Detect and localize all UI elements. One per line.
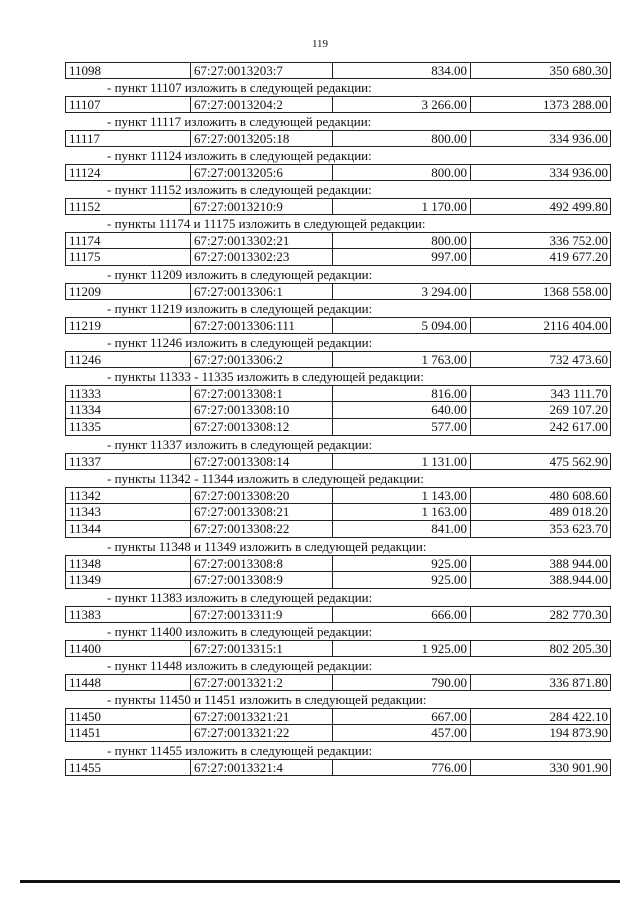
area-cell: 1 131.00 (332, 454, 470, 470)
area-cell: 1 763.00 (332, 352, 470, 368)
area-cell: 800.00 (332, 233, 470, 249)
area-cell: 776.00 (332, 760, 470, 776)
cadastral-number-cell: 67:27:0013315:1 (190, 641, 332, 657)
area-cell: 834.00 (332, 63, 470, 79)
section-caption: - пункт 11209 изложить в следующей редакции: (107, 267, 373, 282)
item-number-cell: 11349 (69, 572, 102, 587)
area-cell: 640.00 (332, 402, 470, 418)
area-cell: 3 266.00 (332, 97, 470, 113)
page-bottom-rule (20, 880, 620, 883)
item-number-cell: 11400 (69, 641, 102, 656)
cadastral-number-cell: 67:27:0013302:21 (190, 233, 332, 249)
table-row (65, 164, 611, 181)
cadastral-number-cell: 67:27:0013308:21 (190, 504, 332, 520)
cadastral-number-cell: 67:27:0013308:10 (190, 402, 332, 418)
cadastral-number-cell: 67:27:0013321:21 (190, 709, 332, 725)
item-number-cell: 11344 (69, 521, 102, 536)
table-row (65, 232, 611, 249)
section-caption: - пункт 11124 изложить в следующей редакции: (107, 148, 372, 163)
item-number-cell: 11450 (69, 709, 102, 724)
area-cell: 841.00 (332, 521, 470, 537)
section-caption: - пункт 11152 изложить в следующей редакции: (107, 182, 372, 197)
section-caption: - пункт 11117 изложить в следующей редакции: (107, 114, 372, 129)
section-caption: - пункты 11342 - 11344 изложить в следующей редакции: (107, 471, 424, 486)
table-row (65, 385, 611, 402)
value-cell: 2116 404.00 (470, 318, 610, 334)
value-cell: 353 623.70 (470, 521, 610, 537)
cadastral-number-cell: 67:27:0013308:8 (190, 556, 332, 572)
item-number-cell: 11343 (69, 504, 102, 519)
item-number-cell: 11451 (69, 725, 102, 740)
page-number: 119 (311, 38, 329, 50)
cadastral-number-cell: 67:27:0013204:2 (190, 97, 332, 113)
cadastral-number-cell: 67:27:0013308:20 (190, 488, 332, 504)
area-cell: 816.00 (332, 386, 470, 402)
table-row (65, 198, 611, 215)
cadastral-number-cell: 67:27:0013321:2 (190, 675, 332, 691)
cadastral-number-cell: 67:27:0013308:14 (190, 454, 332, 470)
value-cell: 802 205.30 (470, 641, 610, 657)
value-cell: 336 752.00 (470, 233, 610, 249)
cadastral-number-cell: 67:27:0013203:7 (190, 63, 332, 79)
section-caption: - пункт 11400 изложить в следующей редакции: (107, 624, 373, 639)
item-number-cell: 11152 (69, 199, 101, 214)
value-cell: 269 107.20 (470, 402, 610, 418)
area-cell: 790.00 (332, 675, 470, 691)
area-cell: 925.00 (332, 556, 470, 572)
area-cell: 577.00 (332, 419, 470, 435)
value-cell: 1373 288.00 (470, 97, 610, 113)
table-row (65, 640, 611, 657)
table-row (65, 283, 611, 300)
cadastral-number-cell: 67:27:0013306:1 (190, 284, 332, 300)
value-cell: 475 562.90 (470, 454, 610, 470)
item-number-cell: 11209 (69, 284, 102, 299)
area-cell: 925.00 (332, 572, 470, 588)
item-number-cell: 11334 (69, 402, 102, 417)
table-row (65, 402, 611, 419)
section-caption: - пункты 11348 и 11349 изложить в следующей редакции: (107, 539, 427, 554)
value-cell: 194 873.90 (470, 725, 610, 741)
item-number-cell: 11107 (69, 97, 101, 112)
table-row (65, 96, 611, 113)
item-number-cell: 11174 (69, 233, 101, 248)
area-cell: 3 294.00 (332, 284, 470, 300)
value-cell: 334 936.00 (470, 131, 610, 147)
cadastral-number-cell: 67:27:0013308:9 (190, 572, 332, 588)
table-row (65, 521, 611, 538)
section-caption: - пункты 11174 и 11175 изложить в следующей редакции: (107, 216, 426, 231)
value-cell: 330 901.90 (470, 760, 610, 776)
table-row (65, 62, 611, 79)
cadastral-number-cell: 67:27:0013302:23 (190, 249, 332, 265)
area-cell: 1 170.00 (332, 199, 470, 215)
value-cell: 388.944.00 (470, 572, 610, 588)
item-number-cell: 11348 (69, 556, 102, 571)
value-cell: 284 422.10 (470, 709, 610, 725)
area-cell: 800.00 (332, 131, 470, 147)
section-caption: - пункт 11383 изложить в следующей редакции: (107, 590, 373, 605)
cadastral-number-cell: 67:27:0013205:18 (190, 131, 332, 147)
value-cell: 336 871.80 (470, 675, 610, 691)
area-cell: 800.00 (332, 165, 470, 181)
value-cell: 489 018.20 (470, 504, 610, 520)
item-number-cell: 11098 (69, 63, 102, 78)
value-cell: 419 677.20 (470, 249, 610, 265)
table-row (65, 555, 611, 572)
item-number-cell: 11342 (69, 488, 102, 503)
area-cell: 667.00 (332, 709, 470, 725)
value-cell: 492 499.80 (470, 199, 610, 215)
table-row (65, 130, 611, 147)
area-cell: 1 163.00 (332, 504, 470, 520)
item-number-cell: 11448 (69, 675, 102, 690)
value-cell: 242 617.00 (470, 419, 610, 435)
section-caption: - пункт 11455 изложить в следующей редакции: (107, 743, 373, 758)
section-caption: - пункт 11246 изложить в следующей редакции: (107, 335, 373, 350)
cadastral-number-cell: 67:27:0013308:12 (190, 419, 332, 435)
cadastral-number-cell: 67:27:0013311:9 (190, 607, 332, 623)
area-cell: 1 925.00 (332, 641, 470, 657)
cadastral-number-cell: 67:27:0013306:2 (190, 352, 332, 368)
value-cell: 480 608.60 (470, 488, 610, 504)
area-cell: 5 094.00 (332, 318, 470, 334)
table-row (65, 487, 611, 504)
section-caption: - пункт 11337 изложить в следующей редакции: (107, 437, 373, 452)
table-row (65, 504, 611, 521)
section-caption: - пункт 11107 изложить в следующей редакции: (107, 80, 372, 95)
cadastral-number-cell: 67:27:0013306:111 (190, 318, 332, 334)
item-number-cell: 11383 (69, 607, 102, 622)
item-number-cell: 11124 (69, 165, 101, 180)
cadastral-number-cell: 67:27:0013210:9 (190, 199, 332, 215)
value-cell: 343 111.70 (470, 386, 610, 402)
section-caption: - пункт 11219 изложить в следующей редакции: (107, 301, 373, 316)
value-cell: 350 680.30 (470, 63, 610, 79)
cadastral-number-cell: 67:27:0013321:22 (190, 725, 332, 741)
item-number-cell: 11219 (69, 318, 102, 333)
area-cell: 1 143.00 (332, 488, 470, 504)
item-number-cell: 11455 (69, 760, 102, 775)
table-row (65, 453, 611, 470)
area-cell: 997.00 (332, 249, 470, 265)
cadastral-number-cell: 67:27:0013205:6 (190, 165, 332, 181)
table-row (65, 674, 611, 691)
table-row (65, 249, 611, 266)
value-cell: 334 936.00 (470, 165, 610, 181)
document-body (0, 62, 640, 776)
value-cell: 388 944.00 (470, 556, 610, 572)
section-caption: - пункты 11333 - 11335 изложить в следующей редакции: (107, 369, 424, 384)
table-row (65, 351, 611, 368)
value-cell: 282 770.30 (470, 607, 610, 623)
cadastral-number-cell: 67:27:0013308:1 (190, 386, 332, 402)
item-number-cell: 11246 (69, 352, 102, 367)
table-row (65, 725, 611, 742)
cadastral-number-cell: 67:27:0013308:22 (190, 521, 332, 537)
table-row (65, 708, 611, 725)
area-cell: 457.00 (332, 725, 470, 741)
item-number-cell: 11117 (69, 131, 101, 146)
section-caption: - пункты 11450 и 11451 изложить в следующей редакции: (107, 692, 427, 707)
table-row (65, 419, 611, 436)
table-row (65, 759, 611, 776)
value-cell: 732 473.60 (470, 352, 610, 368)
section-caption: - пункт 11448 изложить в следующей редакции: (107, 658, 373, 673)
item-number-cell: 11333 (69, 386, 102, 401)
table-row (65, 572, 611, 589)
item-number-cell: 11335 (69, 419, 102, 434)
value-cell: 1368 558.00 (470, 284, 610, 300)
area-cell: 666.00 (332, 607, 470, 623)
table-row (65, 317, 611, 334)
table-row (65, 606, 611, 623)
cadastral-number-cell: 67:27:0013321:4 (190, 760, 332, 776)
item-number-cell: 11175 (69, 249, 101, 264)
item-number-cell: 11337 (69, 454, 102, 469)
